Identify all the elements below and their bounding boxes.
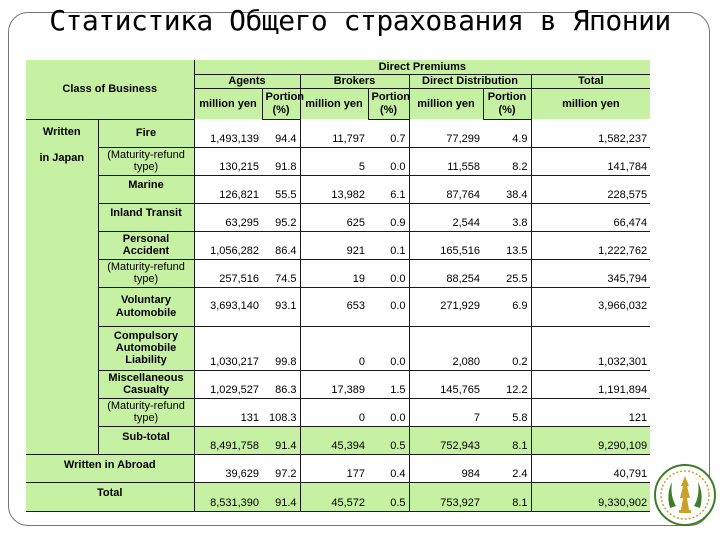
cell: 3.8 <box>483 203 531 231</box>
cell: 9,290,109 <box>531 426 650 454</box>
cell: 25.5 <box>483 259 531 287</box>
cell: 131 <box>194 398 262 426</box>
statistics-table <box>26 60 650 512</box>
row-label: (Maturity-refund type) <box>98 147 194 175</box>
header-row-1 <box>26 60 650 74</box>
cell: 8,531,390 <box>194 482 262 511</box>
cell: 1,029,527 <box>194 370 262 398</box>
cell: 625 <box>300 203 368 231</box>
row-label: Miscellaneous Casualty <box>98 370 194 398</box>
brokers-unit: million yen <box>300 88 368 119</box>
cell: 45,572 <box>300 482 368 511</box>
cell: 0.4 <box>368 454 409 482</box>
cell: 88,254 <box>409 259 483 287</box>
agents-portion: Portion (%) <box>262 88 300 119</box>
direct-unit: million yen <box>409 88 483 119</box>
row-label: Written in Abroad <box>26 454 194 482</box>
row-label: (Maturity-refund type) <box>98 398 194 426</box>
brokers-portion: Portion (%) <box>368 88 409 119</box>
cell: 86.4 <box>262 231 300 259</box>
cell: 17,389 <box>300 370 368 398</box>
cell: 8.2 <box>483 147 531 175</box>
cell: 921 <box>300 231 368 259</box>
cell: 165,516 <box>409 231 483 259</box>
table-row <box>26 259 650 287</box>
cell: 40,791 <box>531 454 650 482</box>
cell: 13,982 <box>300 175 368 203</box>
row-label: Total <box>26 482 194 511</box>
cell: 91.4 <box>262 482 300 511</box>
cell: 19 <box>300 259 368 287</box>
cell: 1,032,301 <box>531 326 650 370</box>
direct-distribution-header: Direct Distribution <box>409 74 531 88</box>
row-label: Voluntary Automobile <box>98 287 194 326</box>
row-label: (Maturity-refund type) <box>98 259 194 287</box>
cell: 93.1 <box>262 287 300 326</box>
cell: 121 <box>531 398 650 426</box>
written-in-japan-label <box>26 119 98 426</box>
cell: 345,794 <box>531 259 650 287</box>
cell: 1.5 <box>368 370 409 398</box>
cell: 0.5 <box>368 426 409 454</box>
abroad-row <box>26 454 650 482</box>
subtotal-spacer <box>26 426 98 454</box>
cell: 6.1 <box>368 175 409 203</box>
cell: 4.9 <box>483 119 531 147</box>
cell: 2,080 <box>409 326 483 370</box>
cell: 1,222,762 <box>531 231 650 259</box>
cell: 7 <box>409 398 483 426</box>
cell: 0.0 <box>368 326 409 370</box>
table-row <box>26 175 650 203</box>
written-label: Written <box>42 125 81 138</box>
table-row <box>26 203 650 231</box>
table-row <box>26 326 650 370</box>
cell: 13.5 <box>483 231 531 259</box>
cell: 99.8 <box>262 326 300 370</box>
cell: 126,821 <box>194 175 262 203</box>
direct-portion: Portion (%) <box>483 88 531 119</box>
total-unit: million yen <box>531 88 650 119</box>
cell: 1,030,217 <box>194 326 262 370</box>
cell: 0.0 <box>368 259 409 287</box>
cell: 9,330,902 <box>531 482 650 511</box>
cell: 0.5 <box>368 482 409 511</box>
cell: 74.5 <box>262 259 300 287</box>
cell: 1,493,139 <box>194 119 262 147</box>
cell: 1,056,282 <box>194 231 262 259</box>
cell: 8.1 <box>483 426 531 454</box>
cell: 2.4 <box>483 454 531 482</box>
emblem-seal-icon <box>654 464 716 526</box>
cell: 63,295 <box>194 203 262 231</box>
row-label: Fire <box>98 119 194 147</box>
cell: 0.0 <box>368 287 409 326</box>
cell: 0 <box>300 398 368 426</box>
cell: 97.2 <box>262 454 300 482</box>
agents-unit: million yen <box>194 88 262 119</box>
cell: 91.4 <box>262 426 300 454</box>
cell: 8,491,758 <box>194 426 262 454</box>
table-row <box>26 231 650 259</box>
cell: 3,966,032 <box>531 287 650 326</box>
subtotal-row <box>26 426 650 454</box>
cell: 0 <box>300 326 368 370</box>
cell: 1,582,237 <box>531 119 650 147</box>
cell: 38.4 <box>483 175 531 203</box>
cell: 145,765 <box>409 370 483 398</box>
table-row <box>26 370 650 398</box>
row-label: Compulsory Automobile Liability <box>98 326 194 370</box>
cell: 0.0 <box>368 147 409 175</box>
total-row <box>26 482 650 511</box>
cell: 2,544 <box>409 203 483 231</box>
cell: 12.2 <box>483 370 531 398</box>
row-label: Sub-total <box>98 426 194 454</box>
cell: 753,927 <box>409 482 483 511</box>
cell: 271,929 <box>409 287 483 326</box>
cell: 87,764 <box>409 175 483 203</box>
cell: 130,215 <box>194 147 262 175</box>
slide-title: Статистика Общего страхования в Японии <box>49 4 671 37</box>
cell: 108.3 <box>262 398 300 426</box>
cell: 55.5 <box>262 175 300 203</box>
cell: 0.1 <box>368 231 409 259</box>
table-row <box>26 119 650 147</box>
cell: 752,943 <box>409 426 483 454</box>
cell: 6.9 <box>483 287 531 326</box>
cell: 45,394 <box>300 426 368 454</box>
cell: 5.8 <box>483 398 531 426</box>
cell: 984 <box>409 454 483 482</box>
cell: 86.3 <box>262 370 300 398</box>
cell: 11,797 <box>300 119 368 147</box>
table-row <box>26 287 650 326</box>
cell: 257,516 <box>194 259 262 287</box>
cell: 0.2 <box>483 326 531 370</box>
cell: 77,299 <box>409 119 483 147</box>
cell: 5 <box>300 147 368 175</box>
brokers-header: Brokers <box>300 74 409 88</box>
cell: 0.0 <box>368 398 409 426</box>
cell: 653 <box>300 287 368 326</box>
cell: 95.2 <box>262 203 300 231</box>
direct-premiums-header: Direct Premiums <box>194 60 650 74</box>
cell: 8.1 <box>483 482 531 511</box>
cell: 91.8 <box>262 147 300 175</box>
in-japan-label: in Japan <box>39 151 85 164</box>
cell: 1,191,894 <box>531 370 650 398</box>
cell: 0.9 <box>368 203 409 231</box>
cell: 11,558 <box>409 147 483 175</box>
cell: 141,784 <box>531 147 650 175</box>
cell: 3,693,140 <box>194 287 262 326</box>
cell: 228,575 <box>531 175 650 203</box>
cell: 0.7 <box>368 119 409 147</box>
agents-header: Agents <box>194 74 300 88</box>
class-of-business-header: Class of Business <box>26 60 194 119</box>
row-label: Marine <box>98 175 194 203</box>
row-label: Personal Accident <box>98 231 194 259</box>
total-header: Total <box>531 74 650 88</box>
statistics-table-wrap <box>26 60 650 510</box>
table-row <box>26 147 650 175</box>
cell: 39,629 <box>194 454 262 482</box>
cell: 94.4 <box>262 119 300 147</box>
table-row <box>26 398 650 426</box>
cell: 177 <box>300 454 368 482</box>
cell: 66,474 <box>531 203 650 231</box>
row-label: Inland Transit <box>98 203 194 231</box>
